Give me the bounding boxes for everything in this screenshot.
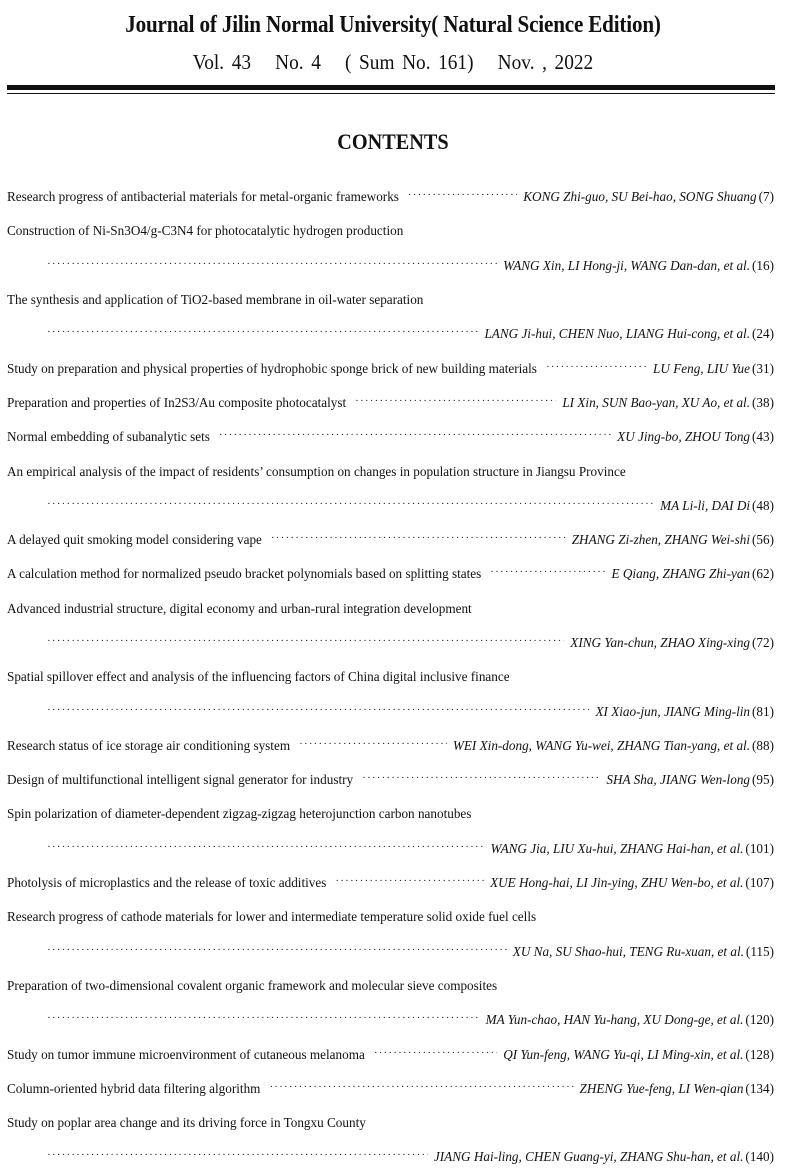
toc-entry[interactable] (7, 386, 774, 420)
entry-title: Research progress of cathode materials for lower and intermediate temperature solid oxide fuel cells (7, 909, 537, 925)
entry-title: The synthesis and application of TiO2-based membrane in oil-water separation (7, 292, 424, 308)
toc-entry-line (7, 763, 774, 797)
entry-authors: KONG Zhi-guo, SU Bei-hao, SONG Shuang (523, 189, 757, 205)
entry-authors: XING Yan-chun, ZHAO Xing-xing (570, 635, 751, 650)
dot-leader (546, 361, 647, 373)
entry-title: A calculation method for normalized pseudo bracket polynomials based on splitting states (7, 566, 482, 582)
toc-entry-line (7, 214, 774, 248)
entry-page-number: (62) (752, 566, 774, 582)
entry-page-number: (120) (745, 1012, 774, 1028)
toc-entry-line (7, 557, 774, 591)
entry-page-number: (56) (752, 532, 774, 548)
toc-entry[interactable] (7, 214, 774, 283)
table-of-contents (7, 180, 774, 1175)
toc-entry-line (7, 729, 774, 763)
dot-leader (47, 258, 497, 270)
entry-authors: SHA Sha, JIANG Wen-long (606, 772, 751, 788)
entry-authors: E Qiang, ZHANG Zhi-yan (611, 566, 751, 582)
entry-title: Preparation and properties of In2S3/Au composite photocatalyst (7, 394, 347, 410)
toc-entry-line (7, 420, 774, 454)
toc-entry-line (7, 180, 774, 214)
toc-entry-continuation (7, 694, 774, 728)
entry-authors: WANG Jia, LIU Xu-hui, ZHANG Hai-han, et al. (490, 840, 744, 856)
toc-entry-line (7, 523, 774, 557)
entry-page-number: (81) (752, 703, 774, 719)
entry-title: Study on tumor immune microenvironment of cutaneous melanoma (7, 1046, 365, 1062)
dot-leader (408, 189, 517, 201)
dot-leader (490, 566, 605, 578)
toc-entry[interactable] (7, 797, 774, 866)
entry-title: Preparation of two-dimensional covalent organic framework and molecular sieve composites (7, 977, 498, 993)
dot-leader (47, 841, 485, 853)
entry-title: Advanced industrial structure, digital economy and urban-rural integration development (7, 600, 472, 616)
toc-entry-line (7, 969, 774, 1003)
entry-page-number: (24) (752, 326, 774, 342)
toc-entry[interactable] (7, 1037, 774, 1071)
toc-entry-line (7, 660, 774, 694)
entry-title: Normal embedding of subanalytic sets (7, 429, 210, 445)
dot-leader (47, 326, 478, 338)
entry-title: Spin polarization of diameter-dependent zigzag-zigzag heterojunction carbon nanotubes (7, 806, 472, 822)
entry-page-number: (140) (745, 1149, 774, 1165)
entry-title: Study on preparation and physical properties of hydrophobic sponge brick of new building materials (7, 360, 537, 376)
dot-leader (47, 704, 589, 716)
entry-title: Photolysis of microplastics and the release of toxic additives (7, 875, 327, 891)
toc-entry-continuation (7, 249, 774, 283)
entry-authors: XU Jing-bo, ZHOU Tong (617, 429, 751, 445)
entry-title: Research status of ice storage air conditioning system (7, 737, 291, 753)
toc-entry[interactable] (7, 420, 774, 454)
header-rule-thick (7, 85, 775, 90)
dot-leader (219, 429, 611, 441)
toc-entry[interactable] (7, 866, 774, 900)
toc-entry-continuation (7, 626, 774, 660)
entry-title: A delayed quit smoking model considering vape (7, 532, 262, 548)
entry-page-number: (72) (752, 635, 774, 650)
entry-page-number: (115) (745, 943, 774, 959)
entry-title: An empirical analysis of the impact of residents’ consumption on changes in population structure in Jiangsu Province (7, 463, 626, 479)
entry-authors: MA Li-li, DAI Di (660, 497, 751, 513)
entry-authors: XU Na, SU Shao-hui, TENG Ru-xuan, et al. (512, 943, 744, 959)
toc-entry-line (7, 351, 774, 385)
entry-authors: LU Feng, LIU Yue (653, 360, 751, 376)
entry-title: Design of multifunctional intelligent signal generator for industry (7, 772, 354, 788)
issue-date: Nov. , 2022 (497, 50, 594, 74)
toc-entry[interactable] (7, 454, 774, 523)
toc-entry[interactable] (7, 557, 774, 591)
toc-entry[interactable] (7, 763, 774, 797)
entry-title: Spatial spillover effect and analysis of the influencing factors of China digital inclusive finance (7, 669, 510, 685)
entry-page-number: (48) (752, 497, 774, 513)
dot-leader (47, 635, 564, 647)
entry-authors: JIANG Hai-ling, CHEN Guang-yi, ZHANG Shu-han, et al. (433, 1149, 744, 1165)
toc-entry-continuation (7, 935, 774, 969)
header-rule-thin (7, 93, 775, 94)
volume: Vol. 43 (192, 50, 252, 74)
entry-authors: WANG Xin, LI Hong-ji, WANG Dan-dan, et al. (503, 257, 751, 273)
entry-authors: LANG Ji-hui, CHEN Nuo, LIANG Hui-cong, et al. (484, 326, 751, 342)
sum-number: ( Sum No. 161) (345, 50, 474, 74)
dot-leader (47, 498, 654, 510)
entry-authors: XUE Hong-hai, LI Jin-ying, ZHU Wen-bo, et al. (490, 875, 744, 891)
entry-authors: MA Yun-chao, HAN Yu-hang, XU Dong-ge, et al. (485, 1012, 744, 1028)
entry-page-number: (95) (752, 772, 774, 788)
journal-title: Journal of Jilin Normal University( Natural Science Edition) (125, 12, 661, 38)
entry-page-number: (38) (752, 394, 774, 410)
toc-entry-line (7, 1037, 774, 1071)
entry-page-number: (128) (745, 1046, 774, 1062)
toc-entry[interactable] (7, 523, 774, 557)
toc-entry-line (7, 454, 774, 488)
entry-title: Construction of Ni-Sn3O4/g-C3N4 for photocatalytic hydrogen production (7, 223, 404, 239)
dot-leader (271, 532, 566, 544)
dot-leader (335, 875, 484, 887)
entry-title: Research progress of antibacterial materials for metal-organic frameworks (7, 189, 399, 205)
toc-entry[interactable] (7, 1072, 774, 1106)
entry-page-number: (16) (752, 257, 774, 273)
entry-authors: XI Xiao-jun, JIANG Ming-lin (595, 703, 751, 719)
toc-entry-line (7, 866, 774, 900)
toc-entry-line (7, 900, 774, 934)
entry-page-number: (88) (752, 737, 774, 753)
toc-entry[interactable] (7, 660, 774, 729)
dot-leader (362, 772, 600, 784)
entry-authors: QI Yun-feng, WANG Yu-qi, LI Ming-xin, et al. (503, 1046, 744, 1062)
toc-entry-line (7, 1106, 774, 1140)
contents-heading: CONTENTS (337, 129, 449, 154)
entry-page-number: (31) (752, 360, 774, 376)
dot-leader (355, 395, 556, 407)
toc-entry-line (7, 1072, 774, 1106)
toc-entry[interactable] (7, 592, 774, 661)
toc-entry[interactable] (7, 180, 774, 214)
dot-leader (269, 1081, 573, 1093)
entry-title: Column-oriented hybrid data filtering algorithm (7, 1080, 261, 1096)
entry-authors: ZHANG Zi-zhen, ZHANG Wei-shi (571, 532, 751, 548)
toc-entry-line (7, 797, 774, 831)
toc-entry[interactable] (7, 351, 774, 385)
toc-entry-line (7, 386, 774, 420)
entry-page-number: (101) (745, 840, 774, 856)
toc-entry-continuation (7, 489, 774, 523)
dot-leader (299, 738, 447, 750)
entry-page-number: (134) (745, 1080, 774, 1096)
toc-entry-continuation (7, 317, 774, 351)
toc-entry[interactable] (7, 1106, 774, 1175)
toc-entry-continuation (7, 1003, 774, 1037)
toc-entry-continuation (7, 1140, 774, 1174)
issue-line (31, 50, 754, 75)
entry-authors: WEI Xin-dong, WANG Yu-wei, ZHANG Tian-yang, et al. (452, 737, 751, 753)
entry-page-number: (107) (745, 875, 774, 891)
toc-entry-line (7, 283, 774, 317)
issue-number: No. 4 (275, 50, 321, 74)
toc-entry[interactable] (7, 900, 774, 969)
toc-entry[interactable] (7, 729, 774, 763)
entry-authors: ZHENG Yue-feng, LI Wen-qian (579, 1080, 744, 1096)
dot-leader (47, 944, 507, 956)
entry-title: Study on poplar area change and its driving force in Tongxu County (7, 1115, 366, 1131)
toc-entry[interactable] (7, 969, 774, 1038)
dot-leader (47, 1149, 428, 1161)
dot-leader (374, 1047, 497, 1059)
dot-leader (47, 1012, 480, 1024)
entry-authors: LI Xin, SUN Bao-yan, XU Ao, et al. (562, 394, 751, 410)
toc-entry[interactable] (7, 283, 774, 352)
entry-page-number: (43) (752, 429, 774, 445)
toc-entry-line (7, 592, 774, 626)
toc-entry-continuation (7, 832, 774, 866)
entry-page-number: (7) (758, 189, 774, 205)
